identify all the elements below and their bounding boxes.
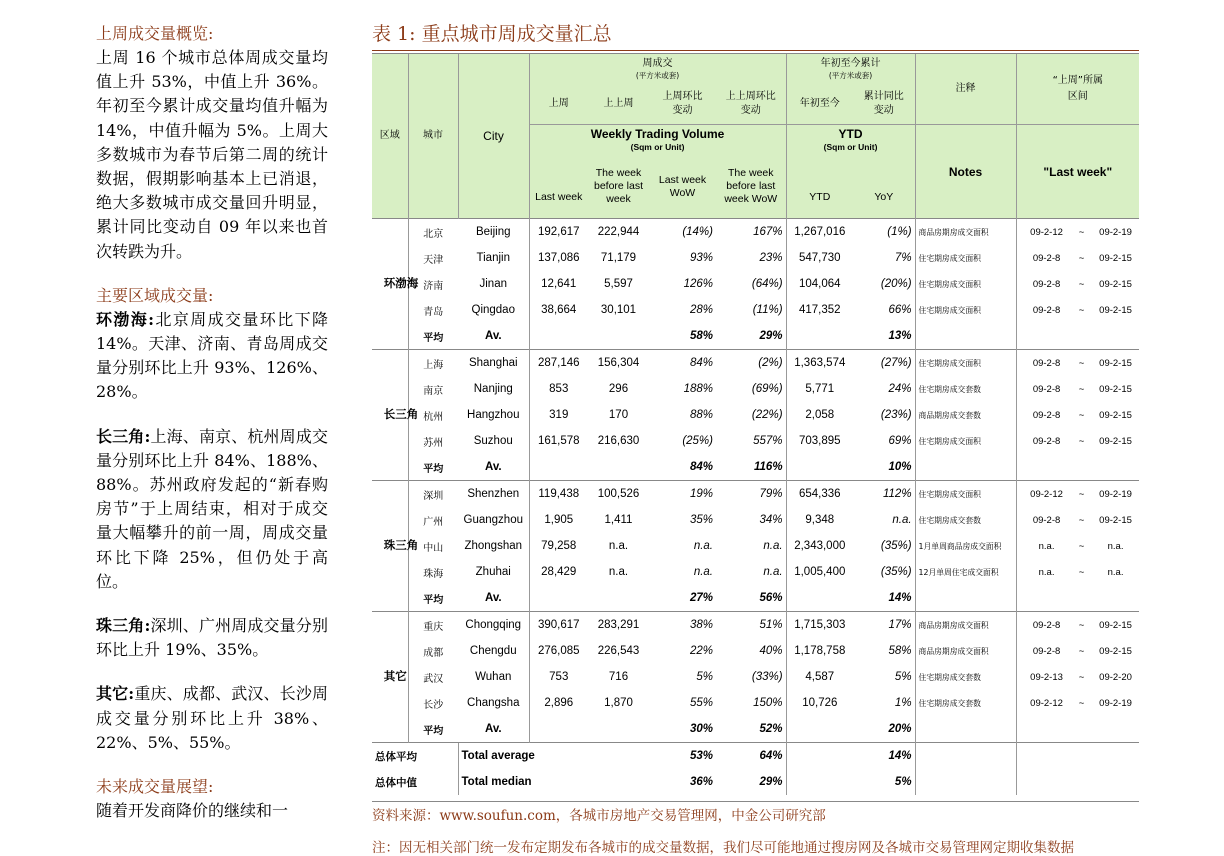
empty-cell [588,454,649,481]
last-week-value: 287,146 [529,350,588,377]
city-cn: 长沙 [408,690,458,716]
table-row [372,533,1139,559]
last-wow-value: (25%) [682,435,713,447]
note-cell: 住宅期房成交面积 [915,350,1016,377]
table-title: 表 1: 重点城市周成交量汇总 [372,23,612,45]
ytd-value: 1,178,758 [786,638,853,664]
last-wow-value: 88% [689,409,713,421]
footnote-line: 注：因无相关部门统一发布定期发布各城市的成交量数据，我们尽可能地通过搜房网及各城市交易管理网定期收集数据 [372,840,1074,856]
header-prev-wow-cn: 上上周环比变动 [716,84,786,125]
region-label: 环渤海 [372,219,408,350]
header-last-wow-cn: 上周环比变动 [649,84,716,125]
city-en: Guangzhou [463,514,523,526]
table-row [372,219,1139,246]
last-week-value: 319 [529,402,588,428]
table-row [372,428,1139,454]
total-yoy: 5% [894,776,912,788]
prev-wow-value: 34% [759,514,783,526]
region-label: 长三角 [372,350,408,481]
lastweek-range: 09-2-8 ~ 09-2-15 [1016,402,1139,428]
header-ytd-value-cn: 年初至今 [786,84,853,125]
ytd-value: 4,587 [786,664,853,690]
average-last-wow: 58% [689,330,713,342]
header-city-cn: 城市 [408,54,458,219]
total-prev-wow: 64% [716,743,786,770]
city-cn: 成都 [408,638,458,664]
yoy-value: (27%) [853,350,915,377]
total-label-en: Total median [458,769,649,795]
table-row [372,402,1139,428]
prev-week-value: 156,304 [588,350,649,377]
average-yoy: 20% [888,723,912,735]
header-yoy-en: YoY [853,155,915,219]
table-row [372,350,1139,377]
last-week-value: 28,429 [529,559,588,585]
prev-wow-value: (64%) [751,278,783,290]
average-label-en: Av. [484,461,502,473]
empty-cell [915,769,1016,795]
note-cell: 住宅期房成交面积 [915,245,1016,271]
last-wow-value: 5% [696,671,713,683]
paragraph-text: 北京周成交量环比下降 14%。天津、济南、青岛周成交量分别环比上升 93%、126%、28%。 [96,309,328,402]
last-wow-value: 22% [689,645,713,657]
prev-wow-value: (22%) [751,409,783,421]
empty-cell [588,716,649,743]
last-week-value: 276,085 [529,638,588,664]
table-row [372,612,1139,639]
last-wow-value: 19% [649,481,716,508]
table-row [372,559,1139,585]
empty-cell [786,769,853,795]
header-prev-wow-en: The week before last week WoW [716,155,786,219]
empty-cell [1016,454,1139,481]
city-cn: 广州 [408,507,458,533]
table-row [372,690,1139,716]
yoy-value: 58% [888,645,912,657]
commentary-paragraph [96,614,328,662]
total-row [372,743,1139,770]
commentary-paragraph [96,799,328,823]
note-cell: 住宅期房成交面积 [915,297,1016,323]
yoy-value: (23%) [880,409,912,421]
table-row [372,664,1139,690]
last-wow-value: 38% [649,612,716,639]
yoy-value: 24% [888,383,912,395]
table-row [372,638,1139,664]
note-cell: 商品房期房成交面积 [915,612,1016,639]
prev-week-value: 71,179 [600,252,637,264]
prev-wow-value: (69%) [751,383,783,395]
region-average-row [372,323,1139,350]
last-week-value: 192,617 [529,219,588,246]
ytd-value: 2,343,000 [786,533,853,559]
paragraph-lead: 其它: [96,684,135,704]
source-line: 资料来源：www.soufun.com，各城市房地产交易管理网，中金公司研究部 [372,808,826,824]
last-wow-value: (14%) [649,219,716,246]
city-cn: 珠海 [408,559,458,585]
prev-wow-value: 51% [716,612,786,639]
city-en: Zhongshan [464,540,523,552]
ytd-value: 547,730 [786,245,853,271]
empty-cell [1016,743,1139,770]
region-label: 珠三角 [372,481,408,612]
empty-cell [529,716,588,743]
city-cn: 中山 [408,533,458,559]
average-prev-wow: 29% [759,330,783,342]
city-cn: 南京 [408,376,458,402]
ytd-value: 1,715,303 [786,612,853,639]
ytd-value: 703,895 [786,428,853,454]
total-last-wow: 36% [689,776,713,788]
paragraph-text: 深圳、广州周成交量分别环比上升 19%、35%。 [96,616,328,660]
table-row [372,297,1139,323]
note-cell: 住宅期房成交套数 [915,376,1016,402]
header-prev-week-cn: 上上周 [588,84,649,125]
city-en: Shanghai [458,350,529,377]
note-cell: 住宅期房成交套数 [915,507,1016,533]
last-week-value: 2,896 [529,690,588,716]
ytd-value: 1,005,400 [786,559,853,585]
city-en: Shenzhen [458,481,529,508]
table-row [372,481,1139,508]
note-cell: 住宅期房成交面积 [915,428,1016,454]
empty-cell [915,716,1016,743]
last-wow-value: 188% [683,383,713,395]
average-last-wow: 30% [689,723,713,735]
yoy-value: 17% [853,612,915,639]
empty-cell [786,323,853,350]
city-cn: 深圳 [408,481,458,508]
prev-wow-value: n.a. [763,540,783,552]
total-row [372,769,1139,795]
lastweek-range: 09-2-8 ~ 09-2-15 [1016,428,1139,454]
prev-wow-value: n.a. [763,566,783,578]
header-region: 区域 [372,54,408,219]
average-label-cn: 平均 [408,716,458,743]
note-cell: 商品期房成交套数 [915,402,1016,428]
city-en: Nanjing [473,383,513,395]
note-cell: 1月单周商品房成交面积 [915,533,1016,559]
header-ytd-yoy-cn: 累计同比变动 [853,84,915,125]
paragraph-lead: 长三角: [96,426,151,446]
average-prev-wow: 56% [759,592,783,604]
lastweek-range: 09-2-8 ~ 09-2-15 [1016,245,1139,271]
city-cn: 北京 [408,219,458,246]
section-title: 上周成交量概览: [96,24,214,43]
total-prev-wow: 29% [759,776,783,788]
empty-cell [786,743,853,770]
yoy-value: (35%) [880,566,912,578]
lastweek-range: 09-2-8 ~ 09-2-15 [1016,297,1139,323]
ytd-value: 5,771 [786,376,853,402]
region-average-row [372,585,1139,612]
city-en: Qingdao [471,304,515,316]
header-notes-cn: 注释 [915,54,1016,125]
city-cn: 武汉 [408,664,458,690]
yoy-value: 66% [888,304,912,316]
empty-cell [915,323,1016,350]
average-last-wow: 84% [689,461,713,473]
last-wow-value: 28% [689,304,713,316]
note-cell: 住宅期房成交套数 [915,664,1016,690]
region-average-row [372,716,1139,743]
prev-wow-value: (2%) [716,350,786,377]
yoy-value: 112% [853,481,915,508]
last-wow-value: 55% [689,697,713,709]
prev-week-value: n.a. [608,566,629,578]
empty-cell [786,454,853,481]
city-cn: 苏州 [408,428,458,454]
lastweek-range: 09-2-12 ~ 09-2-19 [1016,481,1139,508]
yoy-value: 7% [894,252,912,264]
city-en: Wuhan [475,671,512,683]
last-week-value: 390,617 [529,612,588,639]
total-label-en: Total average [458,743,649,770]
city-cn: 天津 [408,245,458,271]
average-label-en: Av. [484,723,502,735]
yoy-value: n.a. [892,514,912,526]
section-title: 主要区域成交量: [96,285,214,305]
city-en: Zhuhai [475,566,511,578]
prev-week-value: 1,411 [604,514,633,526]
note-cell: 商品房期房成交面积 [915,638,1016,664]
average-label-cn: 平均 [408,454,458,481]
ytd-value: 9,348 [786,507,853,533]
prev-wow-value: 79% [716,481,786,508]
lastweek-range: 09-2-8 ~ 09-2-15 [1016,350,1139,377]
city-cn: 重庆 [408,612,458,639]
empty-cell [1016,769,1139,795]
prev-week-value: 1,870 [604,697,633,709]
total-label-cn: 总体平均 [372,743,458,770]
prev-week-value: 716 [608,671,629,683]
prev-wow-value: (11%) [752,304,783,316]
empty-cell [786,716,853,743]
total-yoy: 14% [853,743,915,770]
prev-wow-value: 557% [753,435,783,447]
last-week-value: 119,438 [529,481,588,508]
lastweek-range: 09-2-13 ~ 09-2-20 [1016,664,1139,690]
last-week-value: 161,578 [529,428,588,454]
prev-week-value: 222,944 [588,219,649,246]
prev-week-value: 296 [608,383,629,395]
header-weekly-en: Weekly Trading Volume (Sqm or Unit) [529,125,786,156]
average-prev-wow: 116% [753,461,783,473]
lastweek-range: 09-2-12 ~ 09-2-19 [1016,690,1139,716]
average-yoy: 13% [888,330,912,342]
yoy-value: 1% [894,697,912,709]
last-week-value: 12,641 [529,271,588,297]
yoy-value: (1%) [853,219,915,246]
ytd-value: 654,336 [786,481,853,508]
city-cn: 青岛 [408,297,458,323]
header-lastweek-en: "Last week" [1016,125,1139,219]
yoy-value: 69% [888,435,912,447]
header-weekly-cn: 周成交 (平方米或套) [529,54,786,85]
header-ytd-cn: 年初至今累计 (平方米或套) [786,54,915,85]
prev-wow-value: 23% [759,252,783,264]
city-en: Beijing [458,219,529,246]
city-cn: 上海 [408,350,458,377]
table-row [372,271,1139,297]
yoy-value: (35%) [880,540,912,552]
note-cell: 商品房期房成交面积 [915,219,1016,246]
paragraph-text: 随着开发商降价的继续和一 [96,801,289,821]
last-wow-value: 35% [689,514,713,526]
city-en: Hangzhou [467,409,520,421]
last-week-value: 79,258 [529,533,588,559]
header-city-en: City [458,54,529,219]
table-row [372,376,1139,402]
average-prev-wow: 52% [759,723,783,735]
empty-cell [529,454,588,481]
empty-cell [915,454,1016,481]
last-wow-value: 93% [689,252,713,264]
city-cn: 济南 [408,271,458,297]
commentary-paragraph [96,682,328,755]
city-en: Suzhou [473,435,513,447]
prev-week-value: 100,526 [588,481,649,508]
prev-week-value: 170 [608,409,629,421]
commentary-paragraph [96,46,328,264]
empty-cell [786,585,853,612]
ytd-value: 417,352 [786,297,853,323]
empty-cell [588,323,649,350]
paragraph-text: 重庆、成都、武汉、长沙周成交量分别环比上升 38%、22%、5%、55%。 [96,684,328,752]
volume-table [372,53,1139,795]
header-last-week-cn: 上周 [529,84,588,125]
prev-wow-value: 150% [753,697,783,709]
average-last-wow: 27% [689,592,713,604]
last-week-value: 1,905 [529,507,588,533]
city-en: Chongqing [458,612,529,639]
average-label-cn: 平均 [408,323,458,350]
lastweek-range: n.a. ~ n.a. [1016,533,1139,559]
note-cell: 住宅期房成交面积 [915,271,1016,297]
empty-cell [1016,585,1139,612]
lastweek-range: 09-2-12 ~ 09-2-19 [1016,219,1139,246]
note-cell: 12月单周住宅成交面积 [915,559,1016,585]
empty-cell [529,323,588,350]
prev-week-value: 5,597 [604,278,633,290]
average-yoy: 14% [888,592,912,604]
lastweek-range: 09-2-8 ~ 09-2-15 [1016,376,1139,402]
prev-week-value: 30,101 [600,304,637,316]
region-label: 其它 [372,612,408,743]
average-label-en: Av. [484,592,502,604]
city-en: Tianjin [476,252,510,264]
prev-week-value: 226,543 [597,645,640,657]
last-week-value: 137,086 [529,245,588,271]
last-wow-value: n.a. [693,540,713,552]
prev-wow-value: 167% [716,219,786,246]
last-wow-value: n.a. [693,566,713,578]
commentary-paragraph [96,425,328,594]
ytd-value: 1,363,574 [786,350,853,377]
prev-week-value: 283,291 [588,612,649,639]
paragraph-lead: 环渤海: [96,309,155,329]
lastweek-range: 09-2-8 ~ 09-2-15 [1016,612,1139,639]
section-title: 未来成交量展望: [96,777,214,797]
prev-week-value: n.a. [608,540,629,552]
average-label-en: Av. [484,330,502,342]
last-wow-value: 84% [649,350,716,377]
paragraph-text: 上海、南京、杭州周成交量分别环比上升 84%、188%、88%。苏州政府发起的“新春购房节”于上周结束，相对于成交量大幅攀升的前一周，周成交量环比下降 25%，但仍处于高位。 [96,426,328,591]
average-yoy: 10% [888,461,912,473]
header-last-wow-en: Last week WoW [649,155,716,219]
paragraph-text: 上周 16 个城市总体周成交量均值上升 53%，中值上升 36%。年初至今累计成交量均值升幅为 14%，中值升幅为 5%。上周大多数城市为春节后第二周的统计数据，假期影响基本上已消退，绝大多数城市成交量回升明显，累计同比变动自 09 年以来也首次转跌为升。 [96,48,328,261]
last-wow-value: 126% [683,278,713,290]
empty-cell [529,585,588,612]
prev-week-value: 216,630 [597,435,640,447]
empty-cell [915,743,1016,770]
ytd-value: 10,726 [786,690,853,716]
prev-wow-value: (33%) [751,671,783,683]
city-en: Changsha [467,697,520,709]
total-label-cn: 总体中值 [375,776,417,789]
average-label-cn: 平均 [408,585,458,612]
yoy-value: (20%) [880,278,912,290]
table-row [372,507,1139,533]
header-ytd-en-col: YTD [786,155,853,219]
ytd-value: 2,058 [786,402,853,428]
note-cell: 住宅期房成交套数 [915,690,1016,716]
title-divider [372,50,1139,51]
header-ytd-en: YTD (Sqm or Unit) [786,125,915,156]
empty-cell [588,585,649,612]
prev-wow-value: 40% [759,645,783,657]
header-prev-week-en: The week before last week [588,155,649,219]
total-last-wow: 53% [649,743,716,770]
empty-cell [1016,323,1139,350]
region-average-row [372,454,1139,481]
source-divider [372,801,1139,802]
header-last-week-en: Last week [529,155,588,219]
city-en: Jinan [479,278,507,290]
ytd-value: 104,064 [786,271,853,297]
last-week-value: 853 [529,376,588,402]
header-lastweek-cn: “上周”所属区间 [1016,54,1139,125]
yoy-value: 5% [894,671,912,683]
city-en: Chengdu [469,645,517,657]
empty-cell [1016,716,1139,743]
commentary-column [96,22,328,843]
table-row [372,245,1139,271]
table-panel [372,20,1139,856]
paragraph-lead: 珠三角: [96,616,151,636]
lastweek-range: 09-2-8 ~ 09-2-15 [1016,271,1139,297]
empty-cell [915,585,1016,612]
lastweek-range: 09-2-8 ~ 09-2-15 [1016,638,1139,664]
header-notes-en: Notes [915,125,1016,219]
lastweek-range: 09-2-8 ~ 09-2-15 [1016,507,1139,533]
ytd-value: 1,267,016 [786,219,853,246]
city-cn: 杭州 [408,402,458,428]
lastweek-range: n.a. ~ n.a. [1016,559,1139,585]
last-week-value: 38,664 [529,297,588,323]
last-week-value: 753 [529,664,588,690]
commentary-paragraph [96,308,328,405]
note-cell: 住宅期房成交面积 [915,481,1016,508]
